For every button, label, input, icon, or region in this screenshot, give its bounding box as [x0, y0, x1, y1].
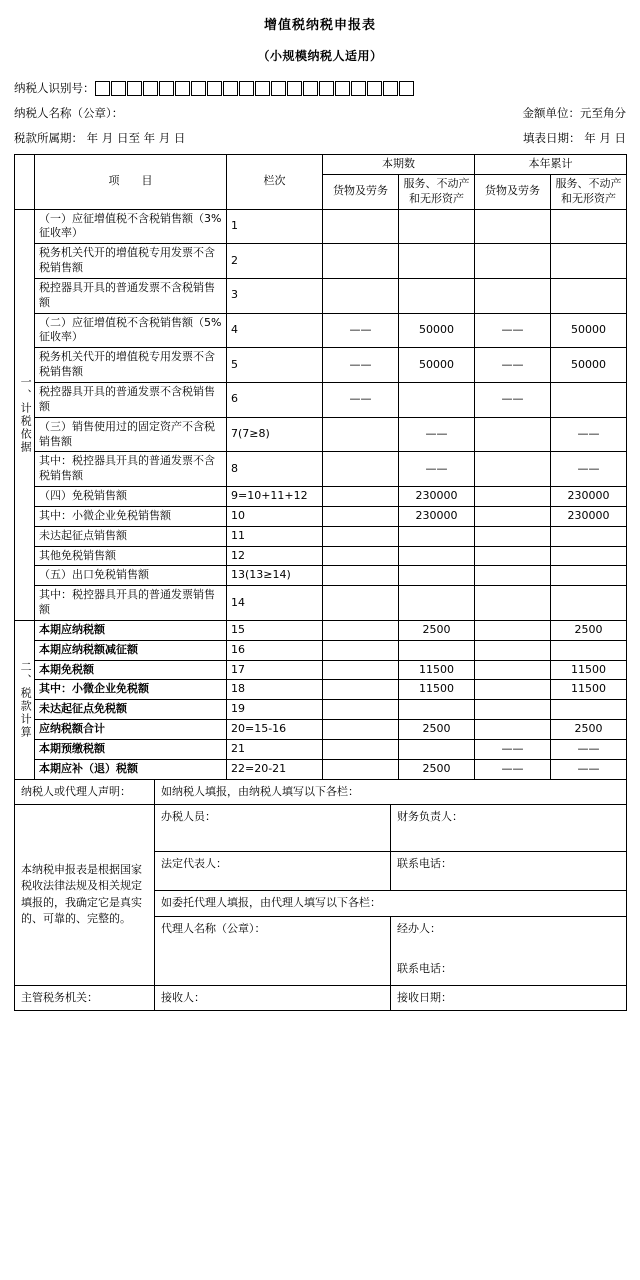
row-item-label: 应纳税额合计 — [35, 720, 227, 740]
row-value-cell-4[interactable] — [551, 209, 627, 244]
taxpayer-id-boxes[interactable] — [95, 81, 414, 96]
agent-operator-label[interactable]: 经办人： — [397, 921, 441, 935]
row-line-number: 22=20-21 — [227, 759, 323, 779]
taxpayer-id-box[interactable] — [255, 81, 270, 96]
declaration-statement-body: 本纳税申报表是根据国家税收法律法规及相关规定填报的，我确定它是真实的、可靠的、完整的。 — [15, 805, 155, 986]
row-value-cell-4[interactable] — [551, 278, 627, 313]
row-value-cell-1[interactable] — [323, 487, 399, 507]
taxpayer-id-box[interactable] — [271, 81, 286, 96]
taxpayer-id-label: 纳税人识别号： — [14, 81, 95, 95]
row-value-cell-2[interactable] — [399, 209, 475, 244]
agent-note: 如委托代理人填报，由代理人填写以下各栏： — [155, 891, 627, 917]
table-row — [15, 660, 627, 680]
row-value-cell-3[interactable] — [475, 244, 551, 279]
header-current-period: 本期数 — [323, 155, 475, 175]
row-value-cell-4[interactable]: —— — [551, 417, 627, 452]
table-body-section-2 — [15, 620, 627, 779]
tax-period-value[interactable]: 年 月 日至 年 月 日 — [86, 131, 186, 145]
row-value-cell-4[interactable]: 11500 — [551, 660, 627, 680]
declaration-handler-row — [15, 805, 627, 852]
row-value-cell-1[interactable] — [323, 740, 399, 760]
row-line-number: 1 — [227, 209, 323, 244]
row-value-cell-2[interactable]: 50000 — [399, 313, 475, 348]
taxpayer-id-box[interactable] — [127, 81, 142, 96]
fill-date-value[interactable]: 年 月 日 — [584, 131, 626, 145]
taxpayer-id-box[interactable] — [287, 81, 302, 96]
taxpayer-id-box[interactable] — [351, 81, 366, 96]
row-value-cell-4[interactable]: 2500 — [551, 620, 627, 640]
row-line-number: 15 — [227, 620, 323, 640]
row-item-label: 其中：税控器具开具的普通发票销售额 — [35, 586, 227, 621]
row-value-cell-3[interactable] — [475, 586, 551, 621]
taxpayer-id-box[interactable] — [143, 81, 158, 96]
taxpayer-id-box[interactable] — [367, 81, 382, 96]
header-line: 栏次 — [227, 155, 323, 210]
row-value-cell-2[interactable] — [399, 640, 475, 660]
row-item-label: （二）应征增值税不含税销售额（5%征收率） — [35, 313, 227, 348]
row-value-cell-3[interactable] — [475, 720, 551, 740]
row-value-cell-1[interactable] — [323, 278, 399, 313]
row-value-cell-2[interactable] — [399, 382, 475, 417]
taxpayer-id-box[interactable] — [111, 81, 126, 96]
row-value-cell-2[interactable]: 11500 — [399, 680, 475, 700]
row-item-label: （五）出口免税销售额 — [35, 566, 227, 586]
row-value-cell-1[interactable] — [323, 759, 399, 779]
row-value-cell-3[interactable] — [475, 278, 551, 313]
legal-rep-label[interactable]: 法定代表人： — [155, 852, 391, 891]
taxpayer-id-box[interactable] — [175, 81, 190, 96]
row-value-cell-4[interactable]: —— — [551, 759, 627, 779]
row-value-cell-1[interactable] — [323, 640, 399, 660]
row-line-number: 19 — [227, 700, 323, 720]
row-value-cell-4[interactable] — [551, 546, 627, 566]
taxpayer-id-box[interactable] — [95, 81, 110, 96]
period-row — [14, 130, 626, 146]
row-value-cell-4[interactable]: 230000 — [551, 487, 627, 507]
row-value-cell-2[interactable] — [399, 244, 475, 279]
header-services-property-current: 服务、不动产和无形资产 — [399, 174, 475, 209]
receive-date-label[interactable]: 接收日期： — [391, 985, 627, 1011]
row-value-cell-2[interactable] — [399, 700, 475, 720]
section-1-side-label: 一、计税依据 — [19, 375, 33, 454]
row-value-cell-4[interactable] — [551, 382, 627, 417]
table-row — [15, 759, 627, 779]
row-value-cell-3[interactable] — [475, 546, 551, 566]
row-value-cell-4[interactable]: —— — [551, 740, 627, 760]
row-value-cell-2[interactable] — [399, 278, 475, 313]
agent-contact-label[interactable]: 联系电话： — [397, 962, 452, 976]
header-row-1 — [15, 155, 627, 175]
fill-date-label: 填表日期： — [523, 131, 581, 145]
taxpayer-id-box[interactable] — [383, 81, 398, 96]
row-value-cell-3[interactable] — [475, 680, 551, 700]
section-2-side-label: 二、税款计算 — [19, 660, 33, 739]
row-value-cell-2[interactable] — [399, 566, 475, 586]
row-line-number: 13(13≥14) — [227, 566, 323, 586]
row-item-label: 税务机关代开的增值税专用发票不含税销售额 — [35, 348, 227, 383]
row-item-label: 本期免税额 — [35, 660, 227, 680]
row-value-cell-3[interactable] — [475, 640, 551, 660]
row-value-cell-1[interactable] — [323, 244, 399, 279]
table-header — [15, 155, 627, 210]
row-value-cell-4[interactable] — [551, 526, 627, 546]
declaration-statement-row — [15, 779, 627, 805]
row-value-cell-1[interactable] — [323, 546, 399, 566]
row-value-cell-2[interactable]: 2500 — [399, 620, 475, 640]
row-value-cell-3[interactable] — [475, 700, 551, 720]
contact-label[interactable]: 联系电话： — [391, 852, 627, 891]
amount-unit-label: 金额单位：元至角分 — [522, 106, 626, 120]
agent-name-label[interactable]: 代理人名称（公章）： — [155, 916, 391, 985]
table-row — [15, 348, 627, 383]
taxpayer-name-row — [14, 105, 626, 121]
row-item-label: 本期应纳税额减征额 — [35, 640, 227, 660]
row-item-label: 税控器具开具的普通发票不含税销售额 — [35, 278, 227, 313]
row-line-number: 11 — [227, 526, 323, 546]
row-item-label: （三）销售使用过的固定资产不含税销售额 — [35, 417, 227, 452]
taxpayer-id-row — [14, 80, 626, 96]
row-value-cell-1[interactable] — [323, 660, 399, 680]
declaration-statement-note: 如纳税人填报，由纳税人填写以下各栏： — [155, 779, 627, 805]
tax-period-group — [14, 130, 185, 146]
row-value-cell-4[interactable] — [551, 700, 627, 720]
table-row — [15, 640, 627, 660]
header-side-blank — [15, 155, 35, 210]
row-value-cell-3[interactable] — [475, 660, 551, 680]
row-value-cell-1[interactable] — [323, 586, 399, 621]
row-value-cell-1[interactable] — [323, 526, 399, 546]
row-value-cell-4[interactable] — [551, 244, 627, 279]
taxpayer-id-box[interactable] — [319, 81, 334, 96]
row-value-cell-2[interactable]: 230000 — [399, 506, 475, 526]
taxpayer-id-box[interactable] — [159, 81, 174, 96]
row-value-cell-2[interactable]: —— — [399, 417, 475, 452]
row-item-label: 其他免税销售额 — [35, 546, 227, 566]
declaration-table — [14, 779, 627, 1012]
row-value-cell-4[interactable]: 230000 — [551, 506, 627, 526]
row-item-label: 本期应纳税额 — [35, 620, 227, 640]
row-value-cell-1[interactable] — [323, 620, 399, 640]
row-value-cell-2[interactable] — [399, 586, 475, 621]
row-value-cell-1[interactable] — [323, 700, 399, 720]
agent-operator-block — [391, 916, 627, 985]
table-row — [15, 526, 627, 546]
row-item-label: （四）免税销售额 — [35, 487, 227, 507]
section-1-side — [15, 209, 35, 620]
row-value-cell-1[interactable] — [323, 417, 399, 452]
row-value-cell-1[interactable] — [323, 209, 399, 244]
section-2-side — [15, 620, 35, 779]
page-subtitle: （小规模纳税人适用） — [257, 49, 383, 63]
taxpayer-name-label: 纳税人名称（公章）： — [14, 106, 124, 120]
taxpayer-id-box[interactable] — [239, 81, 254, 96]
row-line-number: 7(7≥8) — [227, 417, 323, 452]
row-line-number: 3 — [227, 278, 323, 313]
row-line-number: 12 — [227, 546, 323, 566]
row-value-cell-2[interactable] — [399, 740, 475, 760]
row-line-number: 17 — [227, 660, 323, 680]
row-value-cell-3[interactable]: —— — [475, 313, 551, 348]
row-value-cell-4[interactable]: 11500 — [551, 680, 627, 700]
fill-date-group — [523, 130, 626, 146]
row-item-label: 本期预缴税额 — [35, 740, 227, 760]
taxpayer-id-box[interactable] — [191, 81, 206, 96]
row-value-cell-4[interactable]: —— — [551, 452, 627, 487]
row-value-cell-4[interactable] — [551, 640, 627, 660]
row-value-cell-1[interactable] — [323, 566, 399, 586]
table-row — [15, 278, 627, 313]
taxpayer-id-box[interactable] — [223, 81, 238, 96]
table-row — [15, 620, 627, 640]
row-value-cell-1[interactable] — [323, 452, 399, 487]
row-line-number: 20=15-16 — [227, 720, 323, 740]
row-item-label: 税控器具开具的普通发票不含税销售额 — [35, 382, 227, 417]
row-value-cell-2[interactable]: 230000 — [399, 487, 475, 507]
row-value-cell-3[interactable] — [475, 417, 551, 452]
header-services-property-year: 服务、不动产和无形资产 — [551, 174, 627, 209]
row-value-cell-3[interactable] — [475, 487, 551, 507]
row-value-cell-4[interactable]: 50000 — [551, 313, 627, 348]
row-item-label: 税务机关代开的增值税专用发票不含税销售额 — [35, 244, 227, 279]
row-value-cell-2[interactable]: 50000 — [399, 348, 475, 383]
row-item-label: （一）应征增值税不含税销售额（3%征收率） — [35, 209, 227, 244]
table-row — [15, 546, 627, 566]
table-row — [15, 244, 627, 279]
table-row — [15, 209, 627, 244]
table-body-section-1 — [15, 209, 627, 620]
row-value-cell-3[interactable] — [475, 506, 551, 526]
table-row — [15, 313, 627, 348]
row-value-cell-4[interactable]: 2500 — [551, 720, 627, 740]
taxpayer-id-box[interactable] — [399, 81, 414, 96]
row-item-label: 未达起征点销售额 — [35, 526, 227, 546]
taxpayer-id-box[interactable] — [335, 81, 350, 96]
row-value-cell-2[interactable] — [399, 526, 475, 546]
row-line-number: 8 — [227, 452, 323, 487]
handler-label[interactable]: 办税人员： — [155, 805, 391, 852]
row-line-number: 9=10+11+12 — [227, 487, 323, 507]
table-row — [15, 720, 627, 740]
taxpayer-id-box[interactable] — [207, 81, 222, 96]
header-goods-services-current: 货物及劳务 — [323, 174, 399, 209]
tax-return-table — [14, 154, 627, 780]
row-value-cell-4[interactable]: 50000 — [551, 348, 627, 383]
header-item: 项 目 — [35, 155, 227, 210]
table-row — [15, 586, 627, 621]
row-value-cell-3[interactable]: —— — [475, 740, 551, 760]
table-row — [15, 700, 627, 720]
row-value-cell-2[interactable]: 2500 — [399, 759, 475, 779]
row-value-cell-3[interactable]: —— — [475, 348, 551, 383]
table-row — [15, 417, 627, 452]
row-item-label: 其中：小微企业免税额 — [35, 680, 227, 700]
row-item-label: 本期应补（退）税额 — [35, 759, 227, 779]
declaration-footer-row — [15, 985, 627, 1011]
row-value-cell-1[interactable] — [323, 506, 399, 526]
row-line-number: 16 — [227, 640, 323, 660]
row-line-number: 4 — [227, 313, 323, 348]
row-item-label: 其中：税控器具开具的普通发票不含税销售额 — [35, 452, 227, 487]
row-value-cell-2[interactable]: —— — [399, 452, 475, 487]
row-line-number: 5 — [227, 348, 323, 383]
header-year-cumulative: 本年累计 — [475, 155, 627, 175]
row-value-cell-1[interactable]: —— — [323, 348, 399, 383]
header-goods-services-year: 货物及劳务 — [475, 174, 551, 209]
row-line-number: 6 — [227, 382, 323, 417]
row-value-cell-3[interactable] — [475, 209, 551, 244]
row-value-cell-2[interactable] — [399, 546, 475, 566]
row-value-cell-2[interactable]: 2500 — [399, 720, 475, 740]
row-value-cell-3[interactable]: —— — [475, 382, 551, 417]
receiver-label[interactable]: 接收人： — [155, 985, 391, 1011]
table-row — [15, 382, 627, 417]
table-row — [15, 566, 627, 586]
taxpayer-id-box[interactable] — [303, 81, 318, 96]
row-item-label: 其中：小微企业免税销售额 — [35, 506, 227, 526]
row-value-cell-2[interactable]: 11500 — [399, 660, 475, 680]
finance-label[interactable]: 财务负责人： — [391, 805, 627, 852]
row-value-cell-3[interactable] — [475, 620, 551, 640]
row-line-number: 2 — [227, 244, 323, 279]
row-value-cell-3[interactable] — [475, 452, 551, 487]
row-value-cell-3[interactable]: —— — [475, 759, 551, 779]
table-row — [15, 487, 627, 507]
row-value-cell-1[interactable]: —— — [323, 382, 399, 417]
row-line-number: 18 — [227, 680, 323, 700]
row-value-cell-4[interactable] — [551, 586, 627, 621]
page-title: 增值税纳税申报表 — [263, 18, 376, 33]
tax-period-label: 税款所属期： — [14, 131, 83, 145]
row-item-label: 未达起征点免税额 — [35, 700, 227, 720]
table-row — [15, 680, 627, 700]
table-row — [15, 506, 627, 526]
row-value-cell-1[interactable] — [323, 680, 399, 700]
row-value-cell-3[interactable] — [475, 566, 551, 586]
tax-authority-label[interactable]: 主管税务机关： — [15, 985, 155, 1011]
row-value-cell-1[interactable]: —— — [323, 313, 399, 348]
table-row — [15, 740, 627, 760]
row-line-number: 10 — [227, 506, 323, 526]
row-value-cell-3[interactable] — [475, 526, 551, 546]
row-value-cell-4[interactable] — [551, 566, 627, 586]
declaration-statement-label: 纳税人或代理人声明： — [15, 779, 155, 805]
table-row — [15, 452, 627, 487]
row-line-number: 21 — [227, 740, 323, 760]
row-line-number: 14 — [227, 586, 323, 621]
row-value-cell-1[interactable] — [323, 720, 399, 740]
